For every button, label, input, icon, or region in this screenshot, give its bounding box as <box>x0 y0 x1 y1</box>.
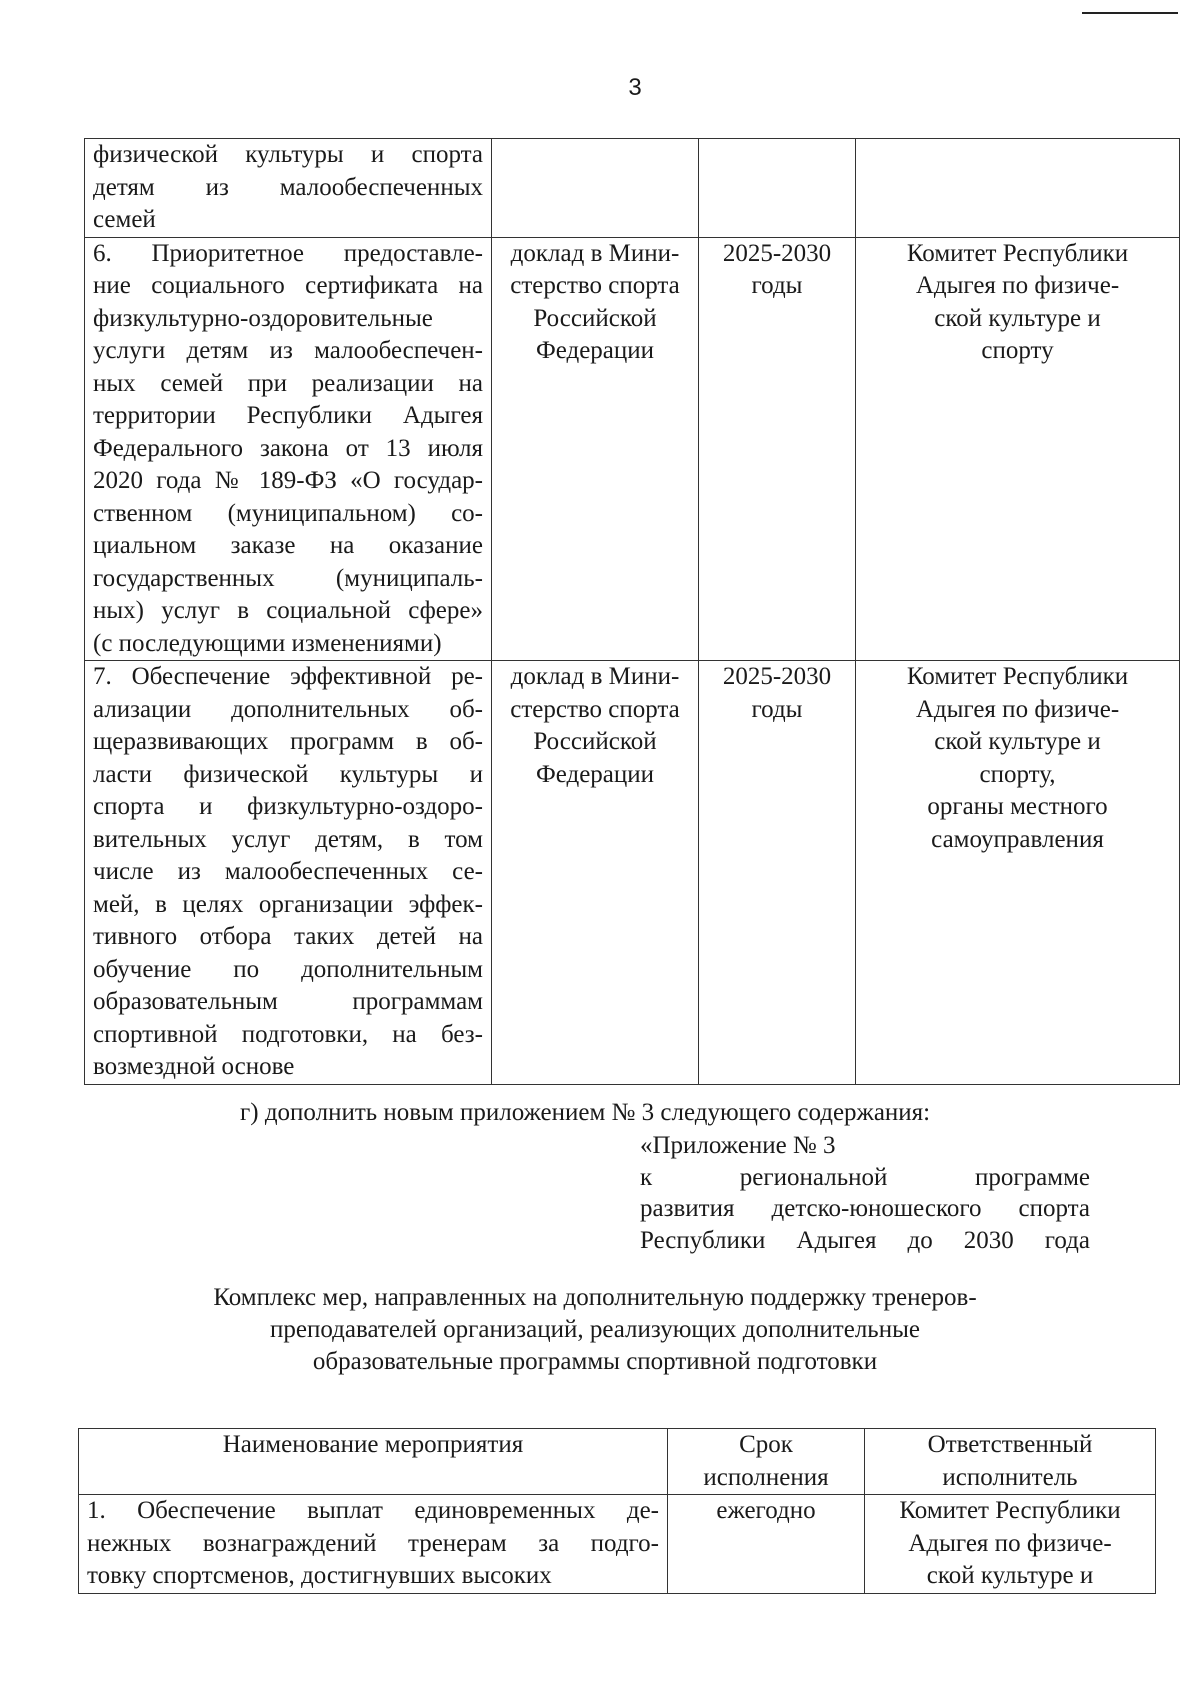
coach-support-table-head <box>79 1429 1156 1495</box>
measure-cell-line: товку спортсменов, достигнувших высоких <box>87 1562 552 1589</box>
responsible-cell <box>856 139 1180 238</box>
measure-cell <box>85 661 492 1085</box>
appendix-reference <box>640 1130 1090 1256</box>
header-text: Наименование мероприятия <box>222 1431 524 1458</box>
measure-cell-line: 2020 года № 189-ФЗ «О государ- <box>93 467 483 494</box>
measure-cell-line: Федерального закона от 13 июля <box>93 434 483 462</box>
header-measure <box>79 1429 668 1495</box>
measure-cell-line: щеразвивающих программ в об- <box>93 728 483 755</box>
measure-cell <box>85 139 492 238</box>
appendix-line: «Приложение № 3 <box>640 1132 836 1159</box>
measure-cell-line: ных) услуг в социальной сфере» <box>93 597 483 624</box>
header-row <box>79 1429 1156 1495</box>
document-cell-line: доклад в Мини- <box>510 663 680 690</box>
measure-cell-line: ализации дополнительных об- <box>93 695 483 723</box>
measure-cell-line: ственном (муниципальном) со- <box>93 499 483 527</box>
heading-line: преподавателей организаций, реализующих дополнительные <box>270 1316 920 1343</box>
measure-cell-line: тивного отбора таких детей на <box>93 923 483 950</box>
header-term <box>668 1429 865 1495</box>
measure-cell-line: ние социального сертификата на <box>93 272 483 299</box>
term-cell-line: годы <box>751 272 803 299</box>
measure-cell-line: (с последующими изменениями) <box>93 629 442 657</box>
term-cell <box>668 1495 865 1594</box>
appendix-line: развития детско-юношеского спорта <box>640 1195 1090 1222</box>
term-cell-line: годы <box>751 695 803 723</box>
responsible-cell-line: спорту <box>981 337 1054 364</box>
responsible-cell-line: спорту, <box>979 760 1056 788</box>
measure-cell-line: услуги детям из малообеспечен- <box>93 337 483 364</box>
responsible-cell <box>865 1495 1156 1594</box>
document-cell <box>492 139 699 238</box>
table-row <box>79 1495 1156 1594</box>
page-number: 3 <box>628 74 642 101</box>
measure-cell-line: нежных вознаграждений тренерам за подго- <box>87 1529 659 1557</box>
measure-cell-line: образовательным программам <box>93 988 483 1015</box>
responsible-cell <box>856 237 1180 661</box>
responsible-cell-line: Комитет Республики <box>899 1497 1121 1524</box>
measure-cell-line: 6. Приоритетное предоставле- <box>93 239 483 267</box>
header-responsible <box>865 1429 1156 1495</box>
term-cell <box>699 237 856 661</box>
responsible-cell-line: Комитет Республики <box>906 663 1129 690</box>
document-cell-line: Российской <box>533 728 657 755</box>
heading-line: образовательные программы спортивной подготовки <box>312 1348 878 1375</box>
responsible-cell <box>856 661 1180 1085</box>
responsible-cell-line: Адыгея по физиче- <box>915 695 1120 723</box>
appendix-line: Республики Адыгея до 2030 года <box>640 1226 1090 1254</box>
responsible-cell-line: ской культуре и <box>934 304 1101 332</box>
document-cell-line: стерство спорта <box>510 695 680 723</box>
responsible-cell-line: органы местного <box>927 793 1108 820</box>
measure-cell-line: семей <box>93 206 156 233</box>
measure-cell-line: числе из малообеспеченных се- <box>93 858 483 885</box>
term-cell-line: 2025-2030 <box>722 663 832 690</box>
measure-cell-line: территории Республики Адыгея <box>93 402 483 429</box>
document-cell <box>492 661 699 1085</box>
coach-support-table-body <box>79 1495 1156 1594</box>
table-row <box>85 661 1180 1085</box>
measure-cell <box>79 1495 668 1594</box>
term-cell <box>699 661 856 1085</box>
header-text: исполнитель <box>942 1463 1078 1491</box>
table-row <box>85 237 1180 661</box>
header-text: исполнения <box>703 1463 829 1491</box>
measure-cell-line: циальном заказе на оказание <box>93 532 483 559</box>
responsible-cell-line: ской культуре и <box>926 1562 1094 1589</box>
measure-cell-line: спортивной подготовки, на без- <box>93 1020 483 1048</box>
document-cell-line: Федерации <box>535 760 655 788</box>
measure-cell-line: ных семей при реализации на <box>93 369 483 397</box>
document-cell-line: доклад в Мини- <box>510 239 680 267</box>
measure-cell-line: физической культуры и спорта <box>93 141 483 168</box>
measures-table <box>84 138 1180 1085</box>
measure-cell <box>85 237 492 661</box>
measure-cell-line: детям из малообеспеченных <box>93 173 483 201</box>
header-text: Ответственный <box>927 1431 1093 1458</box>
measure-cell-line: ласти физической культуры и <box>93 760 483 788</box>
intro-text: г) дополнить новым приложением № 3 следующего содержания: <box>240 1099 931 1126</box>
document-cell-line: Российской <box>533 304 657 332</box>
term-cell-line: 2025-2030 <box>722 239 832 267</box>
measure-cell-line: государственных (муниципаль- <box>93 564 483 592</box>
appendix-line: к региональной программе <box>640 1163 1090 1191</box>
measure-cell-line: возмездной основе <box>93 1053 295 1080</box>
measure-cell-line: спорта и физкультурно-оздоро- <box>93 793 483 820</box>
responsible-cell-line: Комитет Республики <box>906 239 1129 267</box>
document-cell <box>492 237 699 661</box>
measures-table-body <box>85 139 1180 1085</box>
section-heading <box>150 1282 1040 1378</box>
measure-cell-line: обучение по дополнительным <box>93 955 483 983</box>
term-cell-line: ежегодно <box>716 1497 816 1524</box>
measure-cell-line: физкультурно-оздоровительные <box>93 304 433 332</box>
measure-cell-line: 7. Обеспечение эффективной ре- <box>93 663 483 690</box>
scan-edge-line <box>1082 12 1178 14</box>
table-row <box>85 139 1180 238</box>
header-text: Срок <box>739 1431 793 1458</box>
measure-cell-line: мей, в целях организации эффек- <box>93 890 483 918</box>
measure-cell-line: 1. Обеспечение выплат единовременных де- <box>87 1497 659 1524</box>
responsible-cell-line: ской культуре и <box>934 728 1101 755</box>
measure-cell-line: вительных услуг детям, в том <box>93 825 483 853</box>
term-cell <box>699 139 856 238</box>
responsible-cell-line: Адыгея по физиче- <box>908 1529 1112 1557</box>
coach-support-table <box>78 1428 1156 1594</box>
document-cell-line: Федерации <box>535 337 655 364</box>
responsible-cell-line: Адыгея по физиче- <box>915 272 1120 299</box>
document-cell-line: стерство спорта <box>510 272 680 299</box>
heading-line: Комплекс мер, направленных на дополнительную поддержку тренеров- <box>213 1284 977 1311</box>
responsible-cell-line: самоуправления <box>931 825 1104 853</box>
